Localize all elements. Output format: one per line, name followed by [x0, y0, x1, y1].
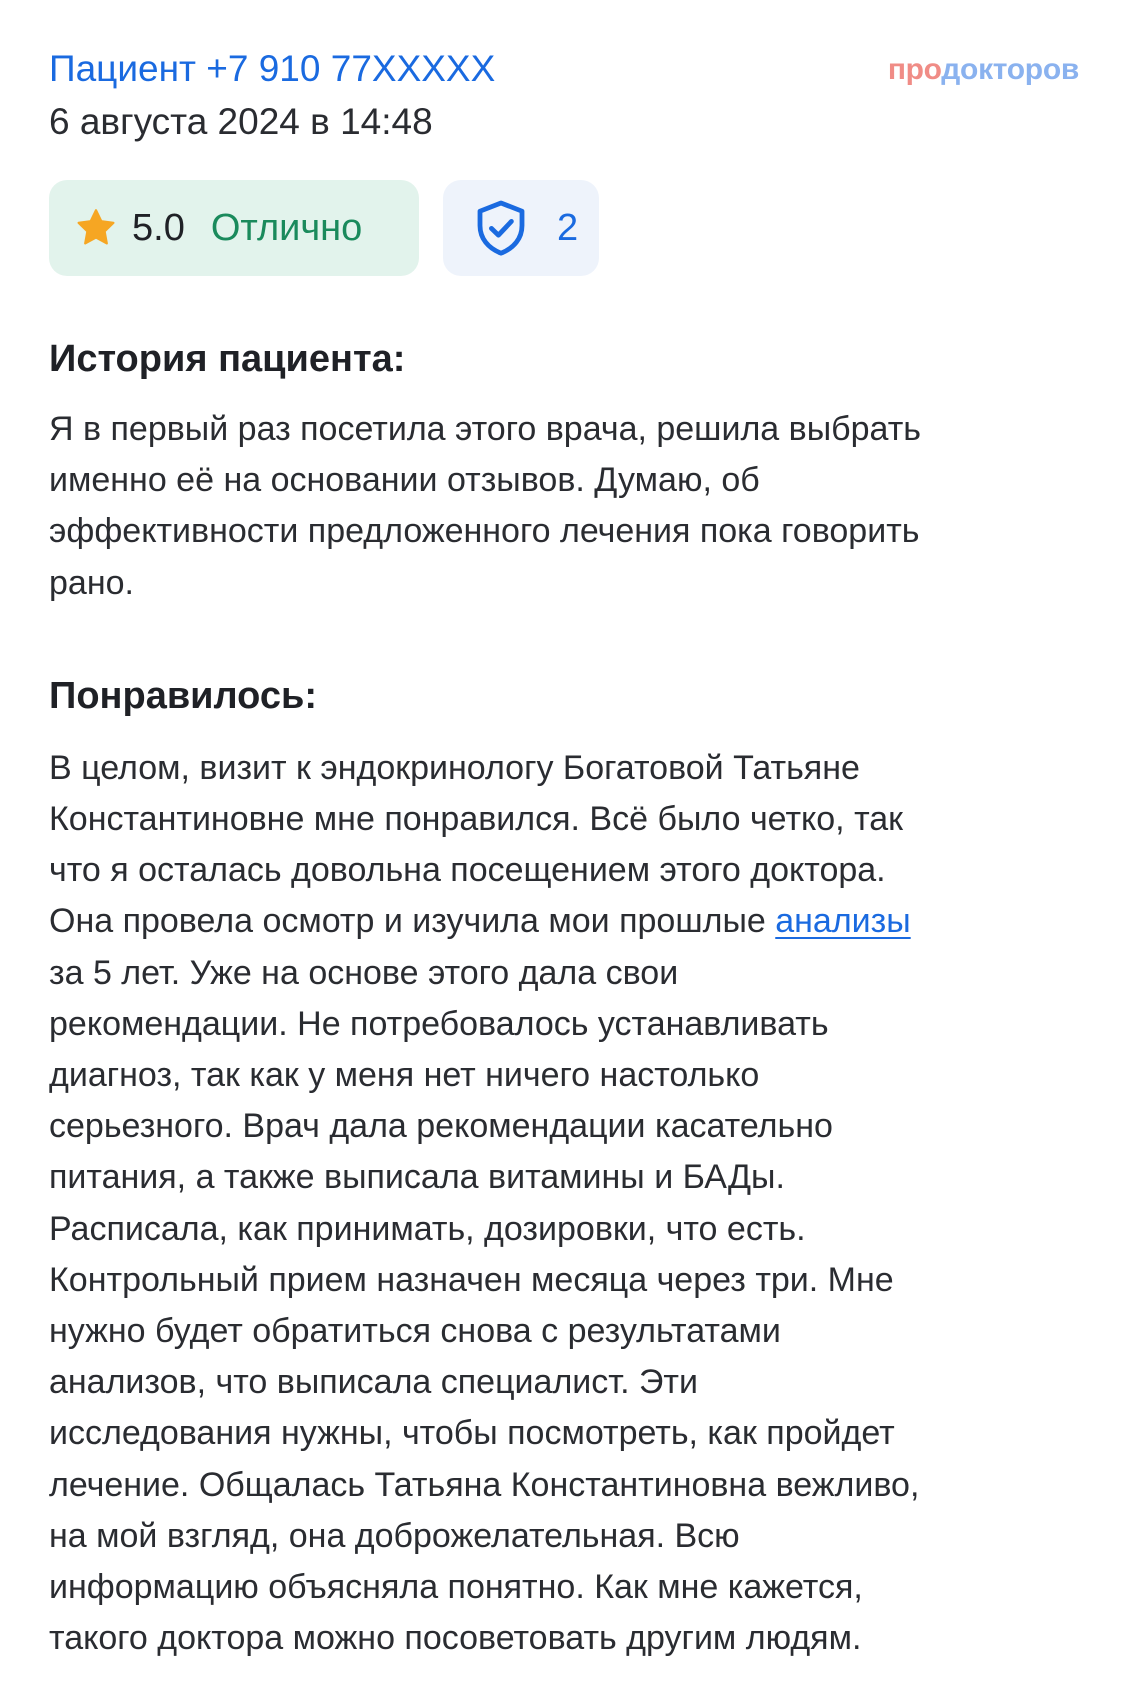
- liked-line: такого доктора можно посоветовать другим людям.: [49, 1619, 862, 1658]
- liked-line: питания, а также выписала витамины и БАДы.: [49, 1158, 785, 1197]
- liked-line: лечение. Общалась Татьяна Константиновна вежливо,: [49, 1465, 920, 1504]
- liked-line: исследования нужны, чтобы посмотреть, как пройдет: [49, 1414, 895, 1453]
- review-header: [49, 44, 1079, 94]
- liked-line: Контрольный прием назначен месяца через три. Мне: [49, 1260, 894, 1299]
- liked-title: Понравилось:: [49, 674, 318, 717]
- liked-line: нужно будет обратиться снова с результатами: [49, 1312, 781, 1351]
- author-link[interactable]: Пациент +7 910 77XXXXX: [49, 48, 496, 89]
- liked-line-with-link: [49, 896, 1079, 947]
- liked-line: Константиновне мне понравился. Всё было четко, так: [49, 800, 904, 839]
- shield-check-icon: [469, 196, 533, 260]
- logo-part-doctors: докторов: [941, 53, 1079, 86]
- liked-line: анализов, что выписала специалист. Эти: [49, 1363, 698, 1402]
- liked-line: за 5 лет. Уже на основе этого дала свои: [49, 953, 679, 992]
- review-card: [49, 44, 1079, 1664]
- liked-line: что я осталась довольна посещением этого доктора.: [49, 851, 886, 890]
- liked-line: на мой взгляд, она доброжелательная. Всю: [49, 1516, 740, 1555]
- liked-text: [49, 743, 1079, 1665]
- history-line: рано.: [49, 563, 134, 602]
- liked-line: В целом, визит к эндокринологу Богатовой Татьяне: [49, 748, 860, 787]
- rating-badge[interactable]: [49, 180, 419, 276]
- verified-badge[interactable]: [443, 180, 599, 276]
- liked-line-prefix: Она провела осмотр и изучила мои прошлые: [49, 902, 776, 941]
- history-line: именно её на основании отзывов. Думаю, об: [49, 461, 760, 500]
- star-icon: [74, 206, 118, 250]
- logo-part-pro: про: [887, 53, 942, 86]
- rating-label: Отлично: [210, 206, 363, 249]
- history-line: Я в первый раз посетила этого врача, решила выбрать: [49, 410, 921, 448]
- review-date: 6 августа 2024 в 14:48: [49, 101, 433, 142]
- history-title: История пациента:: [49, 338, 406, 380]
- verified-count: 2: [557, 206, 579, 249]
- liked-line: диагноз, так как у меня нет ничего настолько: [49, 1056, 760, 1095]
- liked-line: информацию объясняла понятно. Как мне кажется,: [49, 1568, 863, 1607]
- liked-line: серьезного. Врач дала рекомендации касательно: [49, 1107, 833, 1146]
- liked-line: Расписала, как принимать, дозировки, что есть.: [49, 1209, 806, 1248]
- analyses-link[interactable]: анализы: [775, 902, 911, 941]
- prodoktorov-logo[interactable]: [888, 50, 1079, 90]
- history-text: [49, 404, 1079, 609]
- rating-value: 5.0: [132, 206, 185, 249]
- history-line: эффективности предложенного лечения пока говорить: [49, 512, 920, 551]
- badges-row: [49, 180, 1079, 276]
- liked-line: рекомендации. Не потребовалось устанавливать: [49, 1004, 829, 1043]
